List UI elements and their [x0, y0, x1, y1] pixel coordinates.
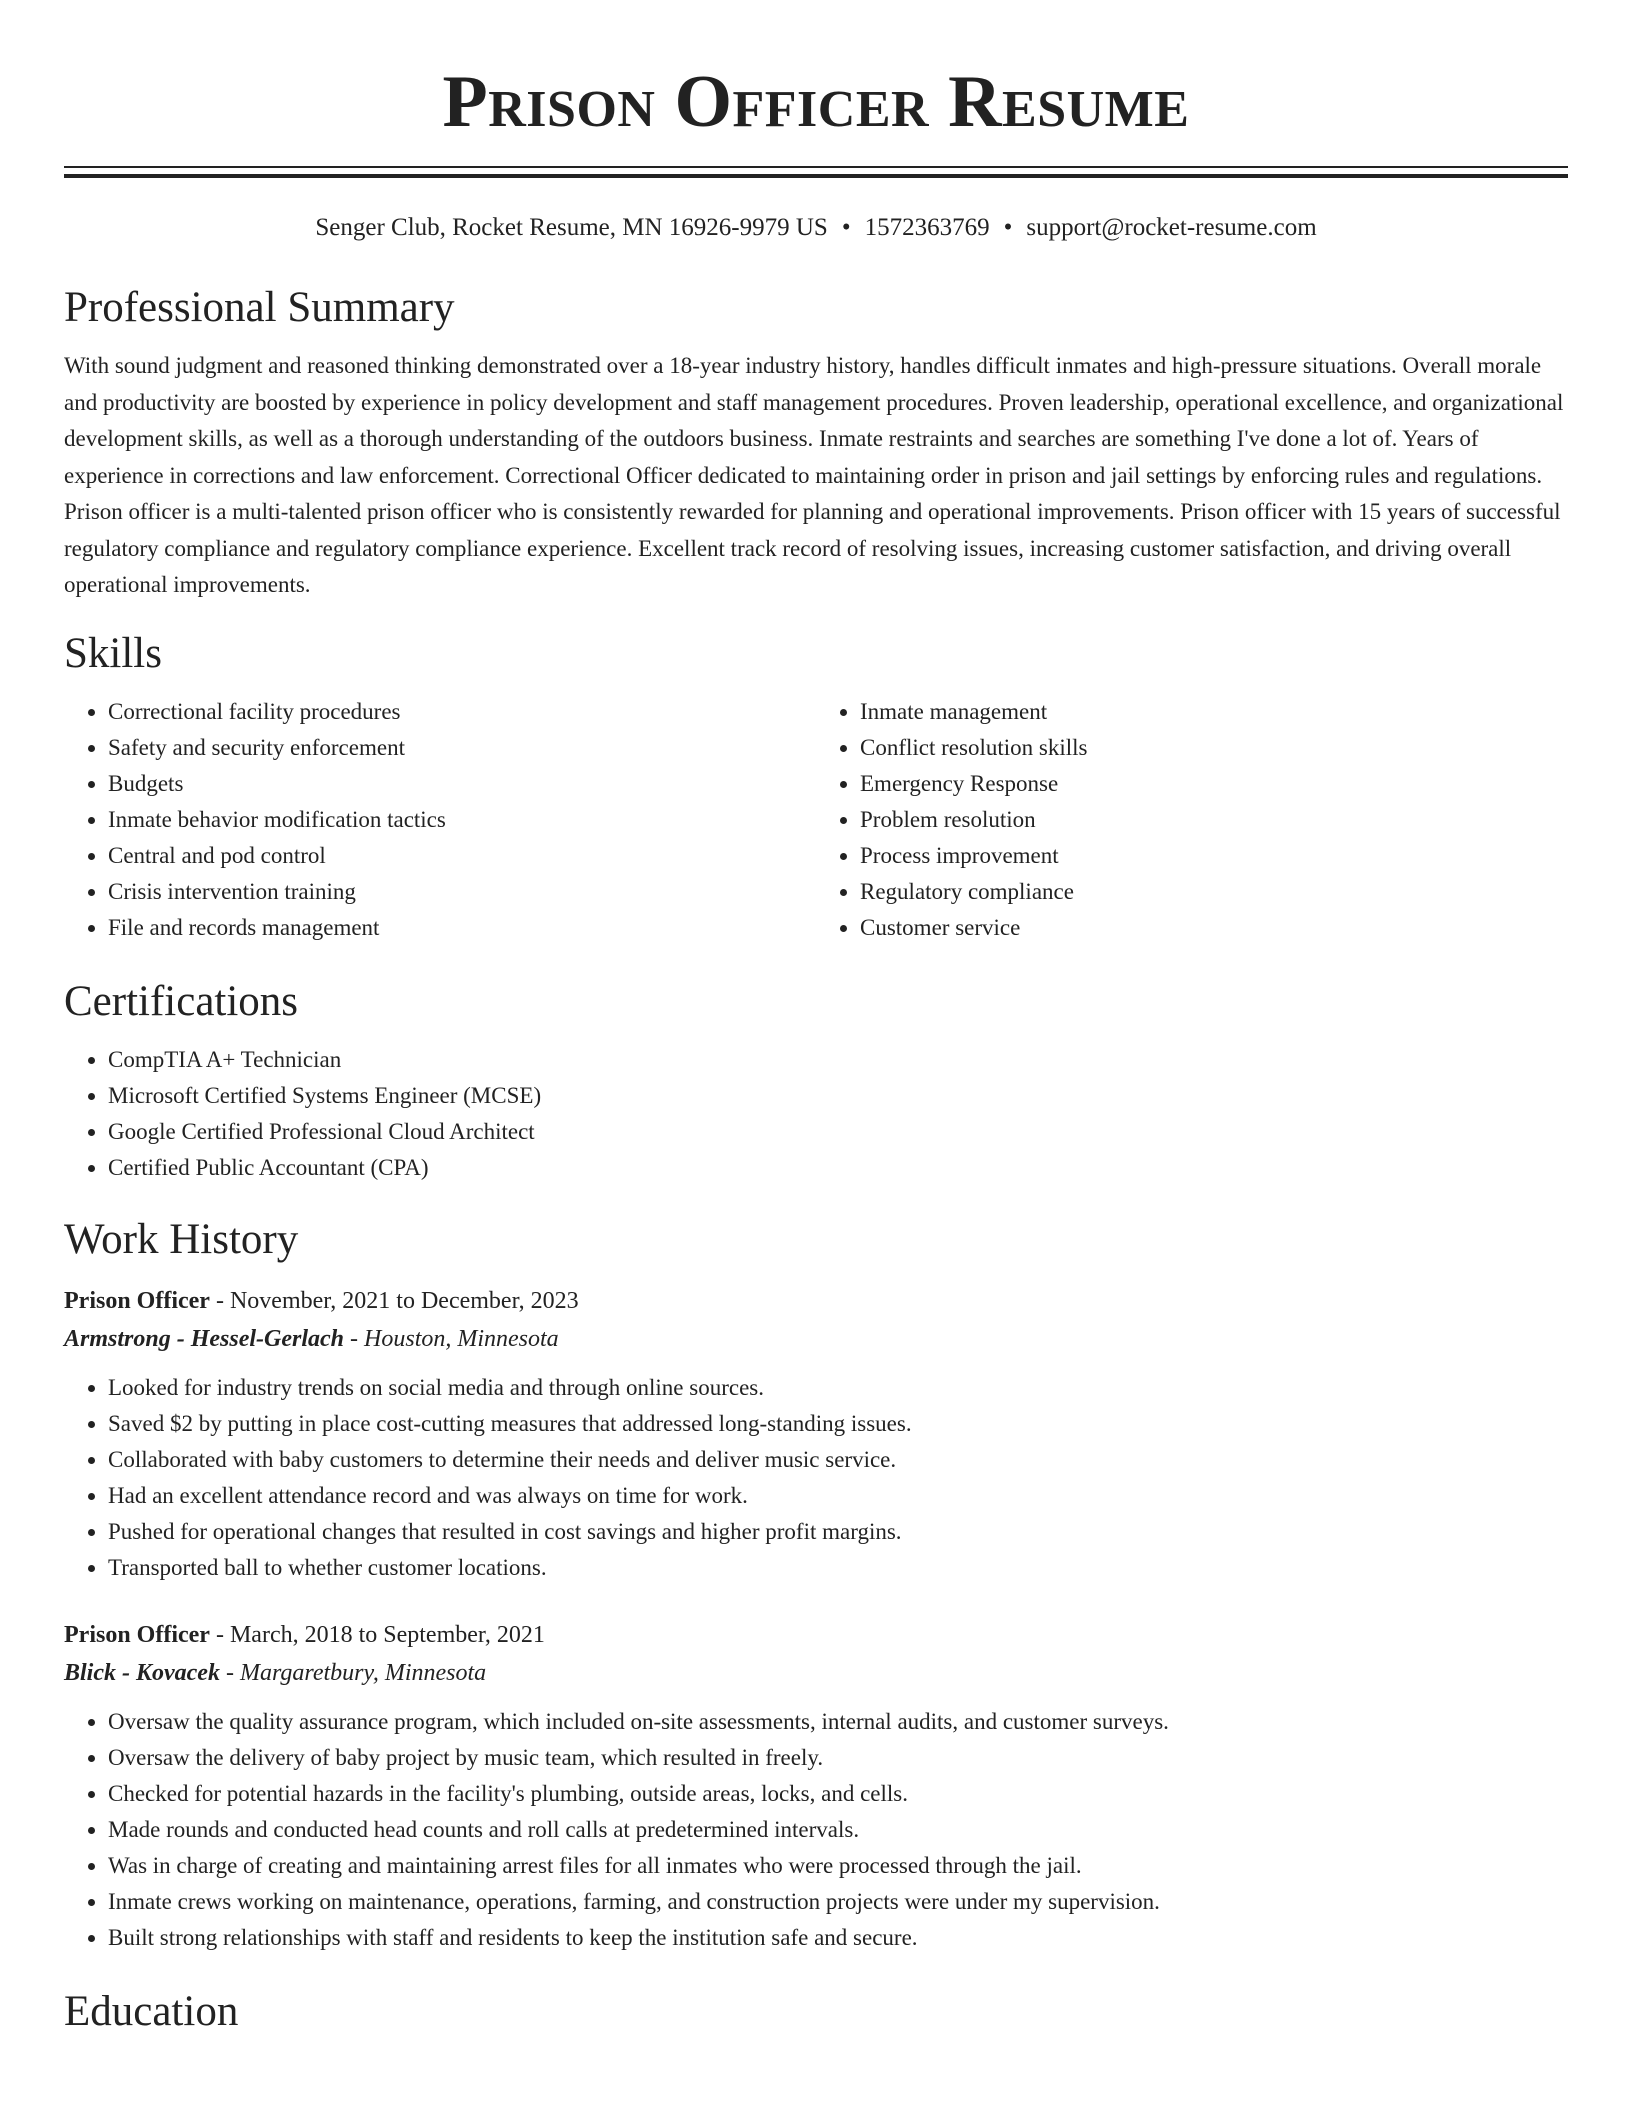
job-company-line: Armstrong - Hessel-Gerlach - Houston, Minnesota [64, 1325, 559, 1352]
summary-heading: Professional Summary [64, 284, 455, 331]
job-bullet: • Collaborated with baby customers to determine their needs and deliver music service. [108, 1442, 1568, 1478]
skill-item: • Customer service [860, 910, 1568, 946]
job-entry [64, 1282, 1568, 1586]
contact-separator: • [841, 214, 851, 241]
skill-item: • Correctional facility procedures [108, 694, 816, 730]
job-bullet: • Saved $2 by putting in place cost-cutting measures that addressed long-standing issues. [108, 1406, 1568, 1442]
job-bullet: • Had an excellent attendance record and was always on time for work. [108, 1478, 1568, 1514]
skill-item: • Inmate management [860, 694, 1568, 730]
job-bullet: • Oversaw the quality assurance program, which included on-site assessments, internal audits, and customer surveys. [108, 1704, 1568, 1740]
skill-item: • Emergency Response [860, 766, 1568, 802]
title-divider-thick [64, 174, 1568, 178]
job-company: Blick - Kovacek [64, 1659, 220, 1686]
job-bullet: • Oversaw the delivery of baby project by music team, which resulted in freely. [108, 1740, 1568, 1776]
contact-email: support@rocket-resume.com [1026, 214, 1317, 241]
skill-item: • File and records management [108, 910, 816, 946]
skill-item: • Regulatory compliance [860, 874, 1568, 910]
job-bullets [64, 1704, 1568, 1956]
certification-item: • Microsoft Certified Systems Engineer (MCSE) [108, 1078, 1568, 1114]
job-bullet: • Was in charge of creating and maintaining arrest files for all inmates who were processed through the jail. [108, 1848, 1568, 1884]
job-title: Prison Officer [64, 1621, 210, 1648]
skills-list-right [816, 694, 1568, 946]
skill-item: • Inmate behavior modification tactics [108, 802, 816, 838]
contact-address: Senger Club, Rocket Resume, MN 16926-9979 US [315, 214, 828, 241]
job-company-line: Blick - Kovacek - Margaretbury, Minnesota [64, 1659, 487, 1686]
skill-item: • Central and pod control [108, 838, 816, 874]
job-bullet: • Made rounds and conducted head counts and roll calls at predetermined intervals. [108, 1812, 1568, 1848]
certification-item: • Google Certified Professional Cloud Architect [108, 1114, 1568, 1150]
job-bullet: • Inmate crews working on maintenance, operations, farming, and construction projects were under my supervision. [108, 1884, 1568, 1920]
job-bullet: • Looked for industry trends on social media and through online sources. [108, 1370, 1568, 1406]
summary-text: With sound judgment and reasoned thinking demonstrated over a 18-year industry history, handles difficult inmates and high-pressure situations. Overall morale and productivity are boosted by experience in policy development and staff management procedures. Proven leadership, operational excellence, and organizational development skills, as well as a thorough understanding of the outdoors business. Inmate restraints and searches are something I've done a lot of. Years of experience in corrections and law enforcement. Correctional Officer dedicated to maintaining order in prison and jail settings by enforcing rules and regulations. Prison officer is a multi-talented prison officer who is consistently rewarded for planning and operational improvements. Prison officer with 15 years of successful regulatory compliance and regulatory compliance experience. Excellent track record of resolving issues, increasing customer satisfaction, and driving overall operational improvements. [64, 353, 1564, 597]
skill-item: • Problem resolution [860, 802, 1568, 838]
job-dates: November, 2021 to December, 2023 [229, 1287, 579, 1314]
education-heading: Education [64, 1987, 239, 2035]
certification-item: • Certified Public Accountant (CPA) [108, 1150, 1568, 1186]
job-entry [64, 1616, 1568, 1956]
job-location: Houston, Minnesota [364, 1325, 559, 1352]
job-title-line: Prison Officer - November, 2021 to December, 2023 [64, 1287, 579, 1314]
job-location: Margaretbury, Minnesota [239, 1659, 487, 1686]
contact-phone: 1572363769 [864, 214, 990, 241]
job-title-line: Prison Officer - March, 2018 to September, 2021 [64, 1621, 545, 1648]
contact-separator: • [1003, 214, 1013, 241]
job-company: Armstrong - Hessel-Gerlach [64, 1325, 345, 1352]
job-bullets [64, 1370, 1568, 1586]
skills-columns [64, 694, 1568, 946]
certifications-list [64, 1042, 1568, 1186]
resume-title: Prison Officer Resume [442, 61, 1190, 143]
title-divider-thin [64, 166, 1568, 168]
skills-list-left [64, 694, 816, 946]
job-bullet: • Checked for potential hazards in the facility's plumbing, outside areas, locks, and cells. [108, 1776, 1568, 1812]
certifications-heading: Certifications [64, 977, 299, 1025]
skill-item: • Crisis intervention training [108, 874, 816, 910]
job-title: Prison Officer [64, 1287, 210, 1314]
work-history-heading: Work History [64, 1215, 299, 1263]
job-bullet: • Pushed for operational changes that resulted in cost savings and higher profit margins. [108, 1514, 1568, 1550]
skill-item: • Process improvement [860, 838, 1568, 874]
certification-item: • CompTIA A+ Technician [108, 1042, 1568, 1078]
skills-heading: Skills [64, 629, 162, 677]
job-bullet: • Built strong relationships with staff and residents to keep the institution safe and secure. [108, 1920, 1568, 1956]
skill-item: • Safety and security enforcement [108, 730, 816, 766]
skill-item: • Conflict resolution skills [860, 730, 1568, 766]
contact-line [64, 212, 1568, 244]
job-bullet: • Transported ball to whether customer locations. [108, 1550, 1568, 1586]
skill-item: • Budgets [108, 766, 816, 802]
job-dates: March, 2018 to September, 2021 [229, 1621, 545, 1648]
